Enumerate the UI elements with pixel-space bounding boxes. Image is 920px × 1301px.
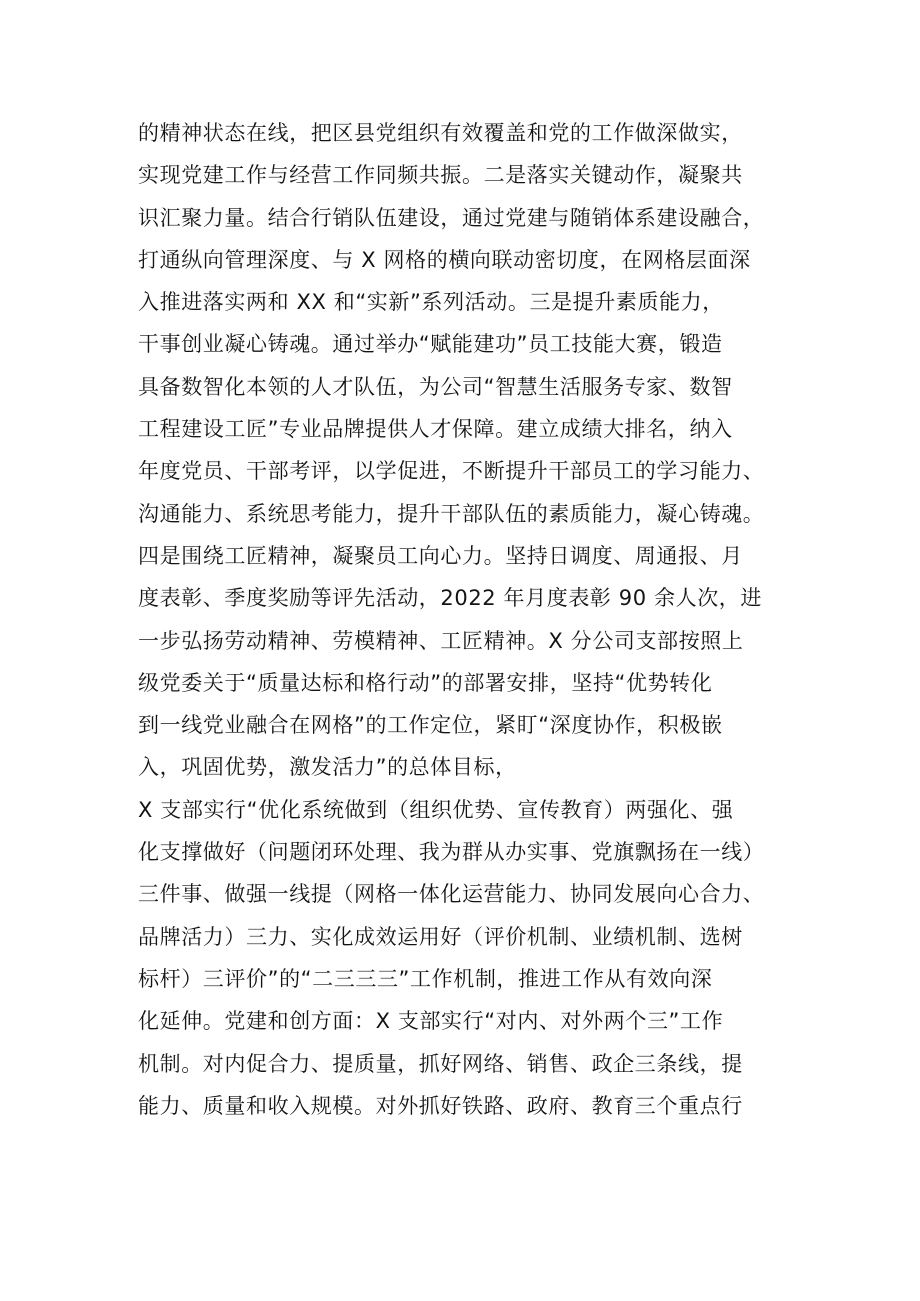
text-line: 具备数智化本领的人才队伍，为公司“智慧生活服务专家、数智 <box>138 374 733 399</box>
text-line: 到一线党业融合在网格”的工作定位，紧盯“深度协作，积极嵌 <box>138 713 723 738</box>
text-line: 沟通能力、系统思考能力，提升干部队伍的素质能力，凝心铸魂。 <box>138 501 765 526</box>
text-line: 工程建设工匠”专业品牌提供人才保障。建立成绩大排名，纳入 <box>138 417 733 442</box>
text-line: 能力、质量和收入规模。对外抓好铁路、政府、教育三个重点行 <box>138 1093 743 1118</box>
text-line: X 支部实行“优化系统做到（组织优势、宣传教育）两强化、强 <box>138 797 734 822</box>
text-line: 三件事、做强一线提（网格一体化运营能力、协同发展向心合力、 <box>138 882 765 907</box>
text-line: 年度党员、干部考评，以学促进，不断提升干部员工的学习能力、 <box>138 459 765 484</box>
text-line: 度表彰、季度奖励等评先活动，2022 年月度表彰 90 余人次，进 <box>138 586 762 611</box>
body-text <box>138 112 798 1127</box>
text-line: 级党委关于“质量达标和格行动”的部署安排，坚持“优势转化 <box>138 670 713 695</box>
text-line: 机制。对内促合力、提质量，抓好网络、销售、政企三条线，提 <box>138 1051 743 1076</box>
text-line: 一步弘扬劳动精神、劳模精神、工匠精神。X 分公司支部按照上 <box>138 628 744 653</box>
text-line: 化支撑做好（问题闭环处理、我为群从办实事、党旗飘扬在一线） <box>138 840 765 865</box>
text-line: 的精神状态在线，把区县党组织有效覆盖和党的工作做深做实， <box>138 121 743 145</box>
text-line: 入，巩固优势，激发活力”的总体目标， <box>138 755 517 780</box>
text-line: 入推进落实两和 XX 和“实新”系列活动。三是提升素质能力， <box>138 290 724 315</box>
text-line: 品牌活力）三力、实化成效运用好（评价机制、业绩机制、选树 <box>138 924 743 949</box>
text-line: 识汇聚力量。结合行销队伍建设，通过党建与随销体系建设融合， <box>138 205 765 230</box>
text-line: 化延伸。党建和创方面：X 支部实行“对内、对外两个三”工作 <box>138 1009 724 1034</box>
text-line: 标杆）三评价”的“二三三三”工作机制，推进工作从有效向深 <box>138 966 713 991</box>
text-line: 干事创业凝心铸魂。通过举办“赋能建功”员工技能大赛，锻造 <box>138 332 723 357</box>
text-line: 打通纵向管理深度、与 X 网格的横向联动密切度，在网格层面深 <box>138 247 751 272</box>
text-line: 四是围绕工匠精神，凝聚员工向心力。坚持日调度、周通报、月 <box>138 543 743 568</box>
text-line: 实现党建工作与经营工作同频共振。二是落实关键动作，凝聚共 <box>138 163 743 188</box>
